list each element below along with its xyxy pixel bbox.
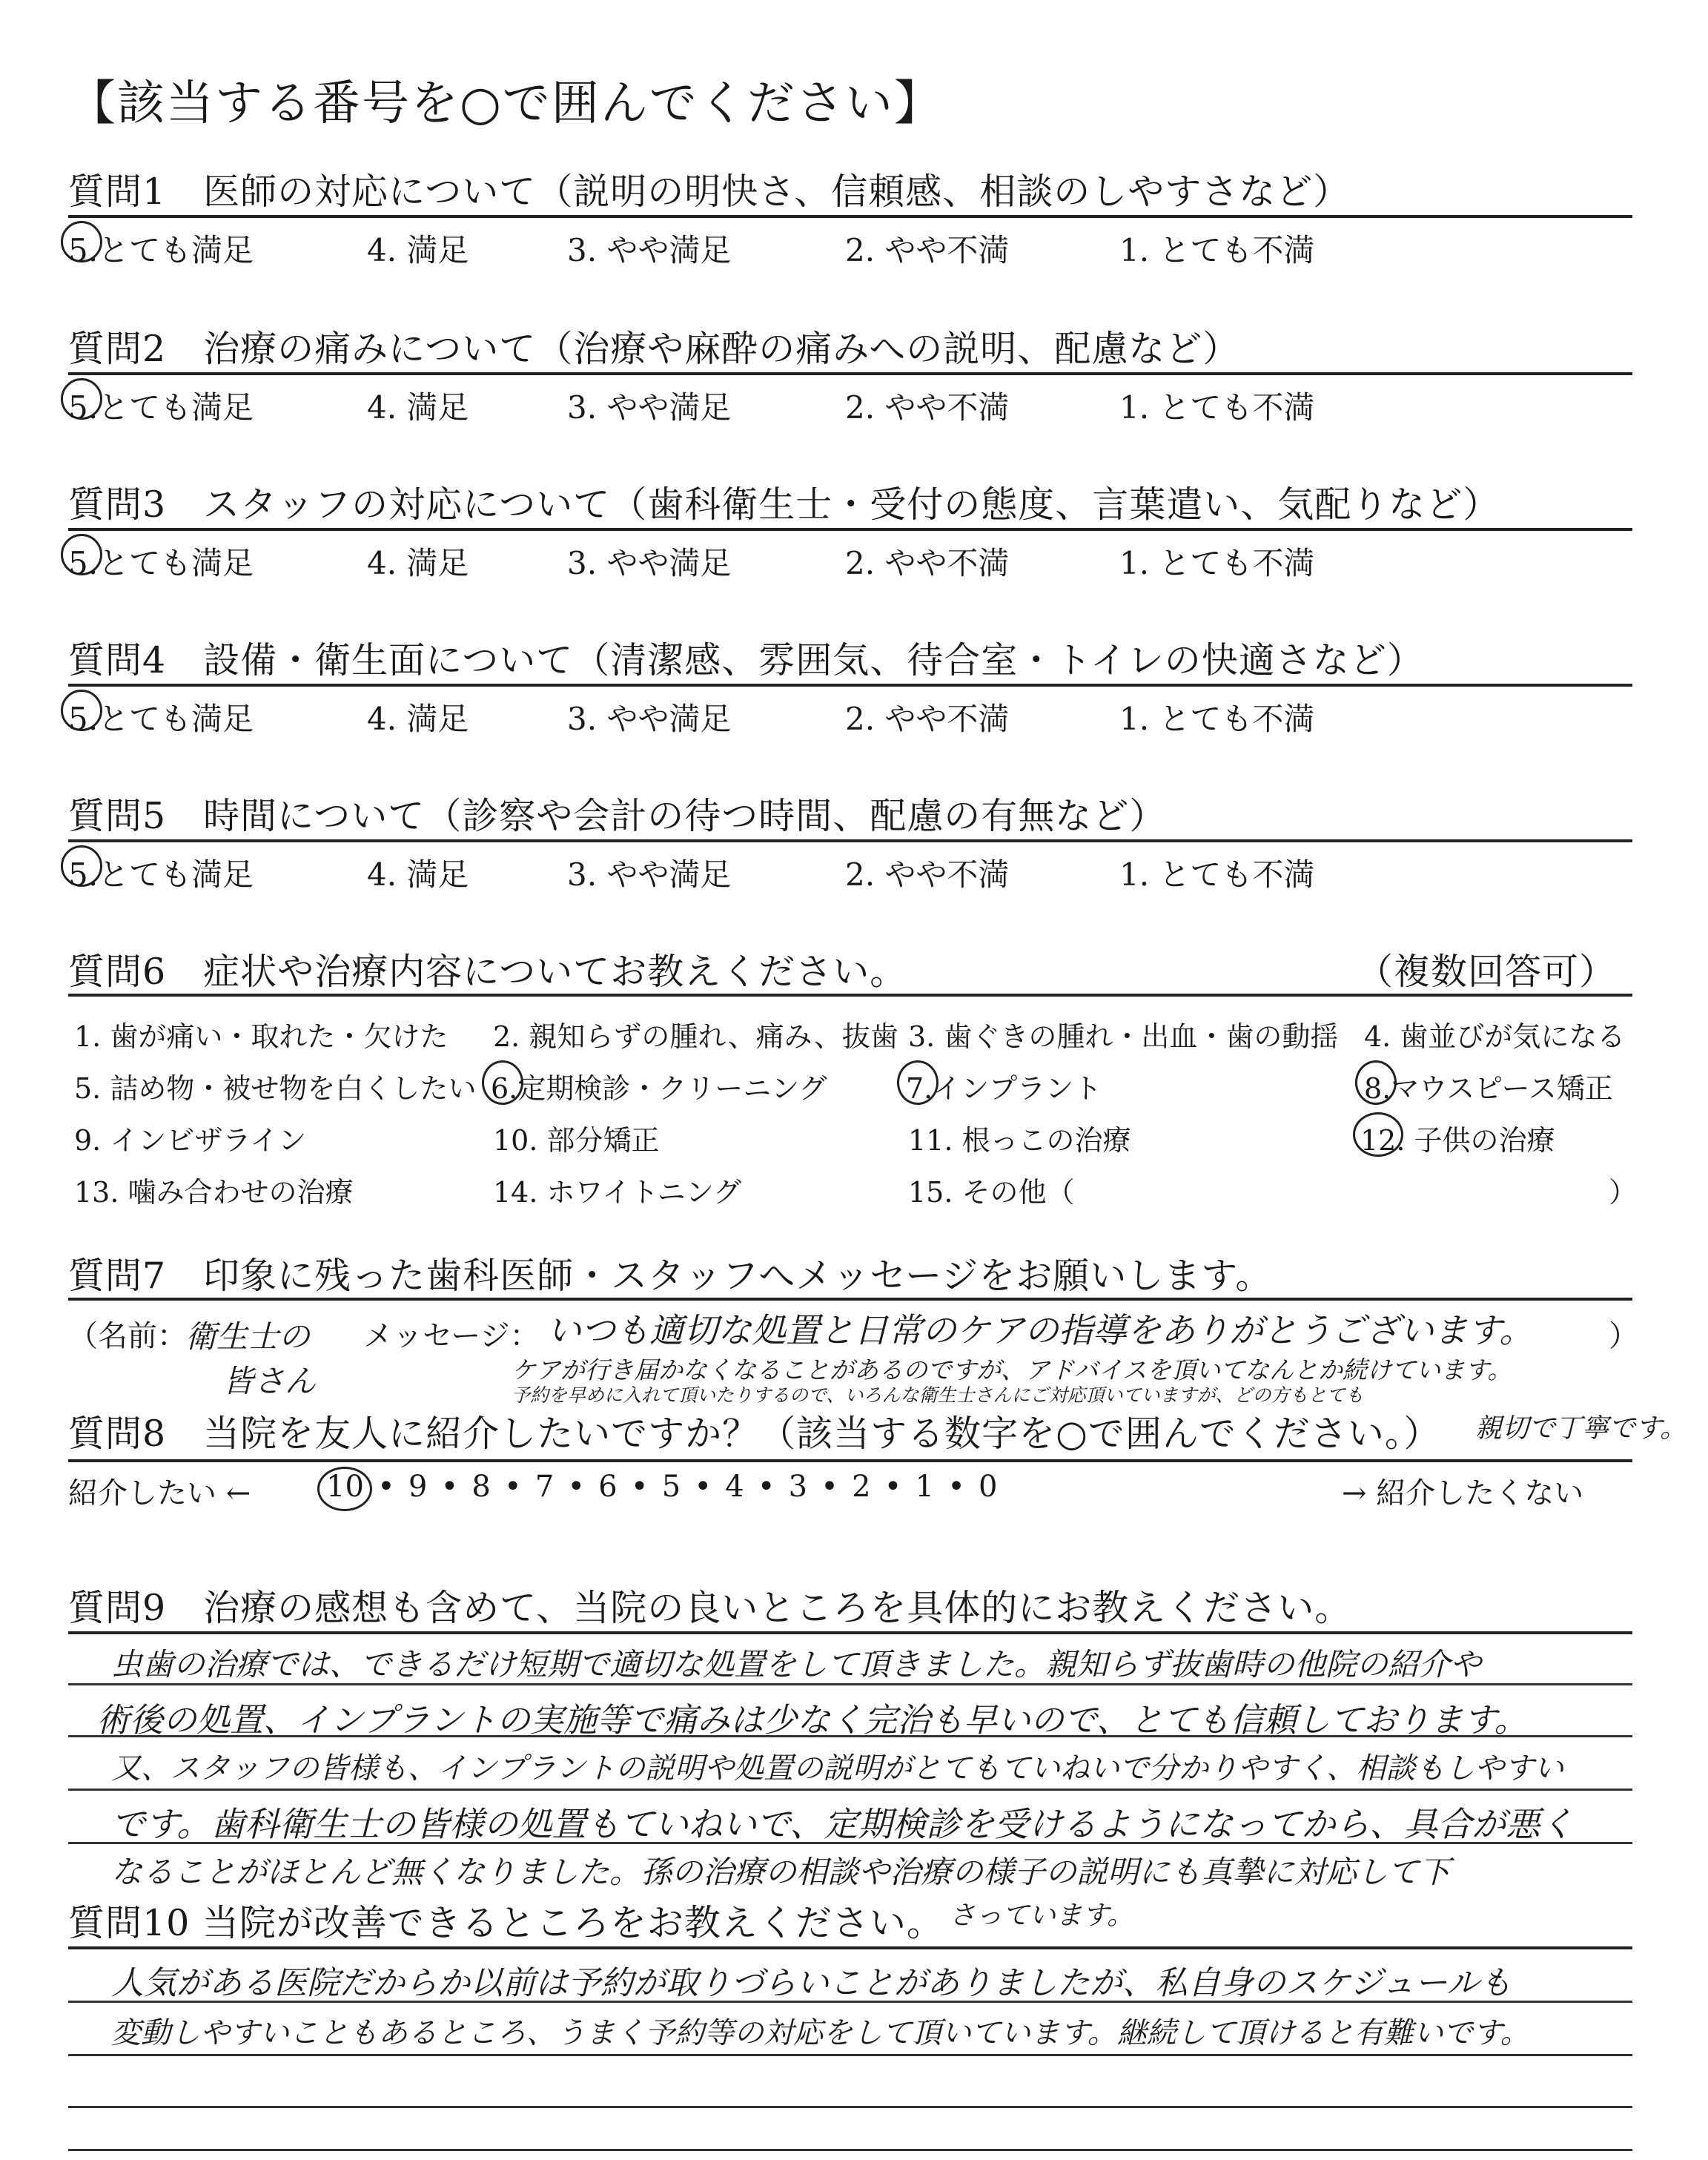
q8-scale-5[interactable]: 5: [661, 1470, 681, 1504]
q6-item-12[interactable]: 12. 子供の治療: [1360, 1124, 1555, 1157]
q5-option-1[interactable]: 1. とても不満: [1119, 856, 1315, 893]
q10-rule-0: [68, 1946, 1632, 1949]
q6-item-7[interactable]: 7.インプラント: [906, 1072, 1102, 1105]
q7-heading: 質問7 印象に残った歯科医師・スタッフへメッセージをお願いします。: [68, 1255, 1273, 1297]
q9-handwritten-line-2[interactable]: 術後の処置、インプラントの実施等で痛みは少なく完治も早いので、とても信頼しております。: [96, 1700, 1528, 1740]
q8-scale-separator: •: [884, 1470, 902, 1504]
q9-rule-2: [68, 1735, 1632, 1737]
q8-right-label: → 紹介したくない: [1342, 1476, 1584, 1510]
q2-option-4[interactable]: 4. 満足: [367, 389, 469, 426]
q6-note: （複数回答可）: [1357, 951, 1617, 993]
q4-heading: 質問4 設備・衛生面について（清潔感、雰囲気、待合室・トイレの快適さなど）: [68, 639, 1424, 681]
q8-scale: [326, 1470, 997, 1504]
q8-scale-separator: •: [630, 1470, 649, 1504]
q10-rule-1: [68, 2001, 1632, 2003]
q8-scale-separator: •: [821, 1470, 838, 1504]
q2-heading: 質問2 治療の痛みについて（治療や麻酔の痛みへの説明、配慮など）: [68, 328, 1240, 370]
q6-item-3[interactable]: 3. 歯ぐきの腫れ・出血・歯の動揺: [908, 1020, 1339, 1053]
q10-rule-2: [68, 2054, 1632, 2056]
q3-rule: [68, 528, 1632, 531]
q7-message-handwritten-4[interactable]: 親切で丁寧です。: [1475, 1413, 1687, 1444]
q5-rule: [68, 839, 1632, 842]
q8-scale-1[interactable]: 1: [915, 1470, 934, 1504]
q6-item-13[interactable]: 13. 噛み合わせの治療: [74, 1176, 354, 1209]
q8-scale-separator: •: [440, 1470, 459, 1504]
q5-heading: 質問5 時間について（診察や会計の待つ時間、配慮の有無など）: [68, 795, 1167, 837]
q7-message-handwritten-1[interactable]: いつも適切な処置と日常のケアの指導をありがとうございます。: [547, 1310, 1534, 1350]
q6-item-15-close: ）: [1609, 1176, 1638, 1209]
q9-handwritten-line-3[interactable]: 又、スタッフの皆様も、インプラントの説明や処置の説明がとてもていねいで分かりやすく、相談もしやすい: [111, 1751, 1564, 1786]
q3-option-1[interactable]: 1. とても不満: [1119, 545, 1315, 581]
q4-option-3[interactable]: 3. やや満足: [567, 701, 732, 737]
q2-rule: [68, 372, 1632, 375]
q6-item-8[interactable]: 8.マウスピース矯正: [1364, 1072, 1613, 1105]
q10-handwritten-line-2[interactable]: 変動しやすいこともあるところ、うまく予約等の対応をして頂いています。継続して頂けると有難いです。: [111, 2016, 1530, 2050]
q9-rule-3: [68, 1789, 1632, 1791]
q6-item-1[interactable]: 1. 歯が痛い・取れた・欠けた: [74, 1020, 448, 1053]
q8-scale-2[interactable]: 2: [852, 1470, 871, 1504]
q7-message-handwritten-3[interactable]: 予約を早めに入れて頂いたりするので、いろんな衛生士さんにご対応頂いていますが、どの方もとても: [512, 1384, 1364, 1406]
q7-name-handwritten-1[interactable]: 衛生士の: [185, 1318, 311, 1355]
q6-item-5[interactable]: 5. 詰め物・被せ物を白くしたい: [74, 1072, 477, 1105]
q4-option-4[interactable]: 4. 満足: [367, 701, 469, 737]
q3-option-3[interactable]: 3. やや満足: [567, 545, 732, 581]
q6-item-9[interactable]: 9. インビザライン: [74, 1124, 307, 1157]
q8-scale-8[interactable]: 8: [471, 1470, 491, 1504]
q9-rule-4: [68, 1842, 1632, 1844]
q6-item-6[interactable]: 6.定期検診・クリーニング: [491, 1072, 827, 1105]
q3-option-2[interactable]: 2. やや不満: [845, 545, 1010, 581]
q2-option-3[interactable]: 3. やや満足: [567, 389, 732, 426]
q1-rule: [68, 215, 1632, 218]
q7-name-label: （名前：: [68, 1319, 187, 1353]
q3-option-4[interactable]: 4. 満足: [367, 545, 469, 581]
q8-rule: [68, 1459, 1632, 1462]
q10-handwritten-line-1[interactable]: 人気がある医院だからか以前は予約が取りづらいことがありましたが、私自身のスケジュールも: [111, 1964, 1512, 2002]
q9-handwritten-line-4[interactable]: です。歯科衛生士の皆様の処置もていねいで、定期検診を受けるようになってから、具合が悪く: [111, 1804, 1575, 1844]
q8-scale-separator: •: [377, 1470, 395, 1504]
q8-scale-6[interactable]: 6: [598, 1470, 618, 1504]
q6-item-4[interactable]: 4. 歯並びが気になる: [1364, 1020, 1626, 1053]
q3-option-5[interactable]: 5.とても満足: [68, 545, 254, 581]
q1-option-2[interactable]: 2. やや不満: [845, 232, 1010, 268]
q7-name-handwritten-2[interactable]: 皆さん: [222, 1363, 317, 1399]
q1-option-3[interactable]: 3. やや満足: [567, 232, 732, 268]
q4-option-2[interactable]: 2. やや不満: [845, 701, 1010, 737]
q8-scale-0[interactable]: 0: [978, 1470, 998, 1504]
q1-option-1[interactable]: 1. とても不満: [1119, 232, 1315, 268]
q4-option-5[interactable]: 5.とても満足: [68, 701, 254, 737]
q8-scale-separator: •: [757, 1470, 775, 1504]
q8-heading: 質問8 当院を友人に紹介したいですか？（該当する数字を○で囲んでください。）: [68, 1413, 1441, 1455]
q9-rule-1: [68, 1683, 1632, 1685]
q6-item-11[interactable]: 11. 根っこの治療: [908, 1124, 1131, 1157]
q8-scale-4[interactable]: 4: [725, 1470, 744, 1504]
q2-option-2[interactable]: 2. やや不満: [845, 389, 1010, 426]
q2-option-1[interactable]: 1. とても不満: [1119, 389, 1315, 426]
q5-option-5[interactable]: 5.とても満足: [68, 856, 254, 893]
q6-item-15[interactable]: 15. その他（: [908, 1176, 1075, 1209]
q8-scale-separator: •: [567, 1470, 586, 1504]
q6-item-2[interactable]: 2. 親知らずの腫れ、痛み、抜歯: [493, 1020, 898, 1053]
q9-handwritten-line-5[interactable]: なることがほとんど無くなりました。孫の治療の相談や治療の様子の説明にも真摯に対応して下: [111, 1854, 1451, 1890]
q6-item-10[interactable]: 10. 部分矯正: [493, 1124, 660, 1157]
q4-option-1[interactable]: 1. とても不満: [1119, 701, 1315, 737]
q10-rule-3: [68, 2106, 1632, 2108]
q3-heading: 質問3 スタッフの対応について（歯科衛生士・受付の態度、言葉遣い、気配りなど）: [68, 483, 1500, 526]
q8-scale-7[interactable]: 7: [534, 1470, 555, 1504]
q8-scale-separator: •: [694, 1470, 712, 1504]
q4-rule: [68, 684, 1632, 687]
q8-scale-separator: •: [504, 1470, 522, 1504]
q8-scale-10[interactable]: 10: [326, 1470, 364, 1504]
q8-scale-separator: •: [947, 1470, 965, 1504]
q9-handwritten-line-6[interactable]: さっています。: [949, 1900, 1134, 1931]
q8-left-label: 紹介したい ←: [68, 1476, 251, 1510]
q2-option-5[interactable]: 5.とても満足: [68, 389, 254, 426]
q6-item-14[interactable]: 14. ホワイトニング: [493, 1176, 742, 1209]
q9-handwritten-line-1[interactable]: 虫歯の治療では、できるだけ短期で適切な処置をして頂きました。親知らず抜歯時の他院の紹介や: [111, 1646, 1482, 1682]
q7-message-label: メッセージ：: [363, 1319, 540, 1353]
q5-option-4[interactable]: 4. 満足: [367, 856, 469, 893]
page-title: 【該当する番号を○で囲んでください】: [68, 76, 943, 131]
q9-heading: 質問9 治療の感想も含めて、当院の良いところを具体的にお教えください。: [68, 1587, 1352, 1629]
q6-rule: [68, 994, 1632, 997]
q1-heading: 質問1 医師の対応について（説明の明快さ、信頼感、相談のしやすさなど）: [68, 171, 1351, 213]
q10-heading: 質問10 当院が改善できるところをお教えください。: [68, 1902, 944, 1944]
q8-scale-3[interactable]: 3: [788, 1470, 808, 1504]
q10-rule-4: [68, 2149, 1632, 2151]
q7-message-handwritten-2[interactable]: ケアが行き届かなくなることがあるのですが、アドバイスを頂いてなんとか続けています。: [512, 1355, 1512, 1384]
q9-rule-0: [68, 1631, 1632, 1634]
q1-option-4[interactable]: 4. 満足: [367, 232, 469, 268]
q7-close-paren: ）: [1609, 1319, 1638, 1353]
q5-option-3[interactable]: 3. やや満足: [567, 856, 732, 893]
q1-option-5[interactable]: 5.とても満足: [68, 232, 254, 268]
q6-heading: 質問6 症状や治療内容についてお教えください。: [68, 951, 907, 993]
q8-scale-9[interactable]: 9: [408, 1470, 428, 1504]
q5-option-2[interactable]: 2. やや不満: [845, 856, 1010, 893]
q7-rule: [68, 1298, 1632, 1301]
